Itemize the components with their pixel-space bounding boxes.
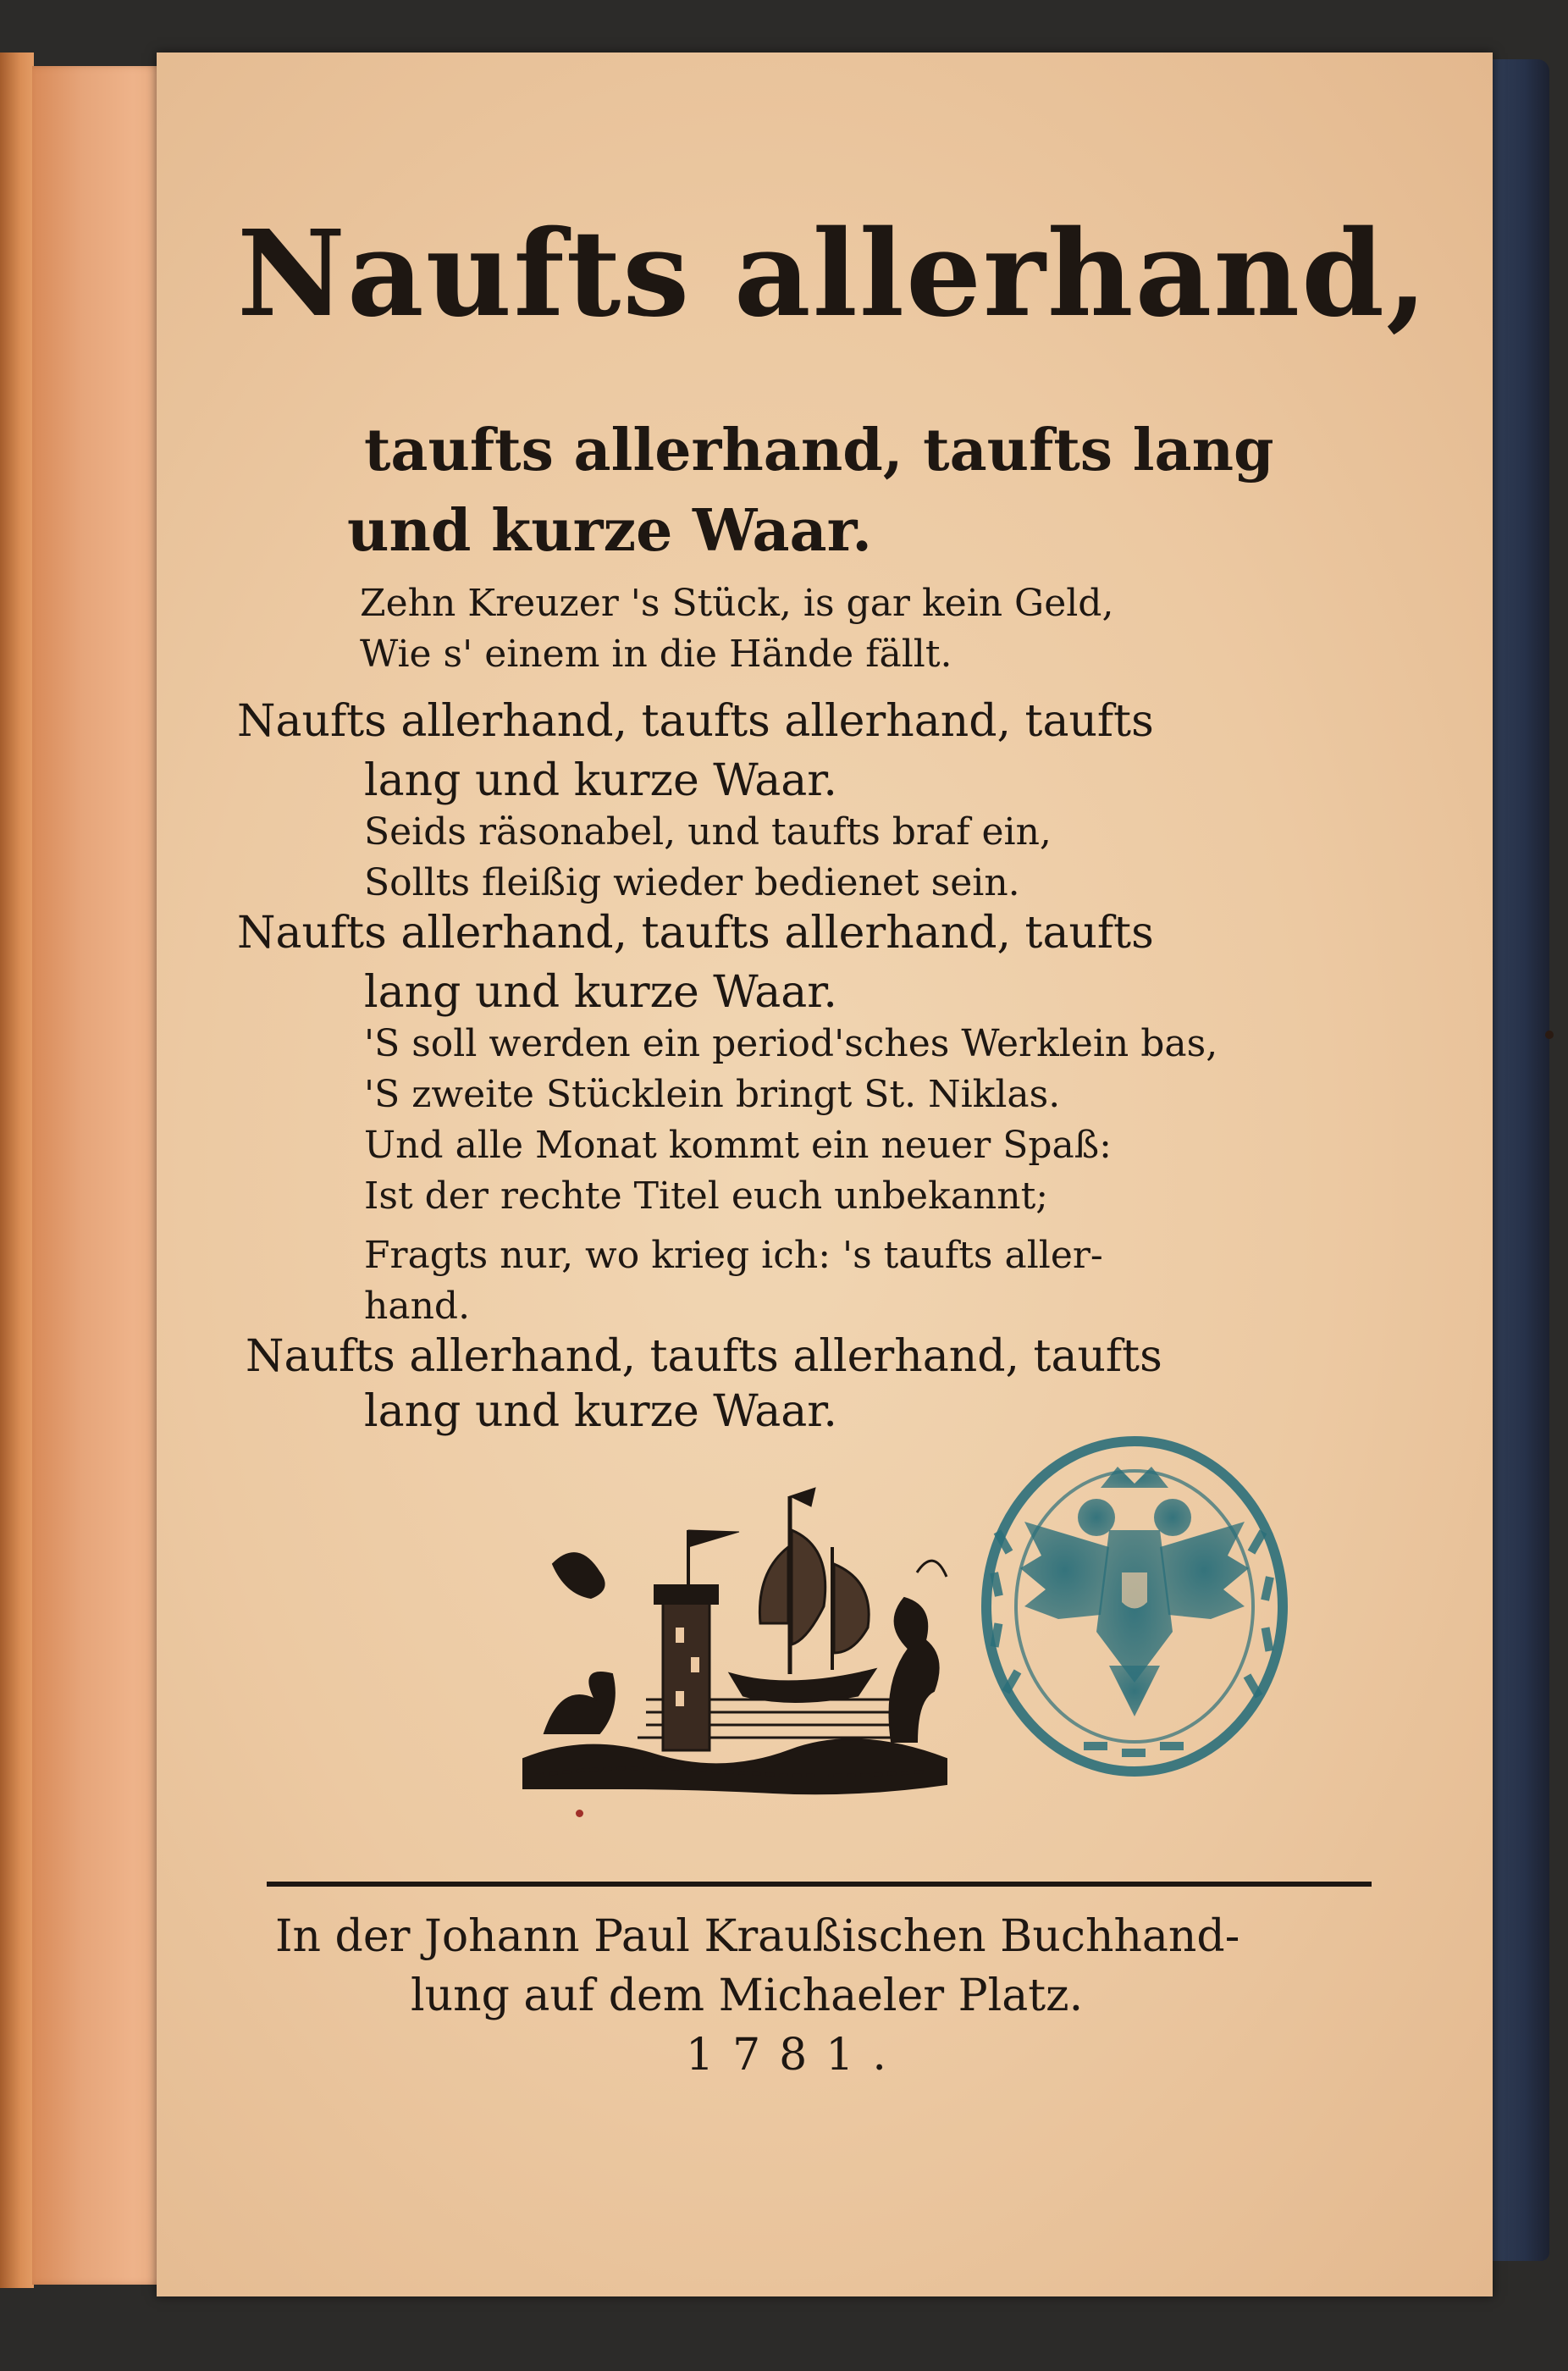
verse-line: hand. [364,1285,471,1328]
ink-speck [576,1810,583,1817]
title-page [157,53,1493,2296]
verse-line: 'S soll werden ein period'sches Werklein bas, [364,1022,1218,1065]
verse-line: lang und kurze Waar. [364,1386,837,1437]
verse-line: Ist der rechte Titel euch unbekannt; [364,1174,1049,1218]
verse-line: Seids räsonabel, und taufts braf ein, [364,810,1052,854]
verse-line: Sollts fleißig wieder bedienet sein. [364,861,1020,904]
divider-rule [267,1882,1372,1887]
verse-line: Naufts allerhand, taufts allerhand, taufts [237,908,1154,959]
verse-line: taufts allerhand, taufts lang [364,417,1274,484]
double-headed-eagle-icon [974,1429,1295,1784]
verse-line: und kurze Waar. [347,497,872,565]
verse-line: 'S zweite Stücklein bringt St. Niklas. [364,1073,1061,1116]
verse-line: Wie s' einem in die Hände fällt. [360,633,952,676]
verse-line: Fragts nur, wo krieg ich: 's taufts aller- [364,1234,1103,1277]
ink-speck [1545,1031,1554,1039]
verse-line: Zehn Kreuzer 's Stück, is gar kein Geld, [360,582,1114,625]
binding-edge [0,53,34,2288]
verse-line: lang und kurze Waar. [364,967,837,1018]
ship-vignette-icon [519,1479,951,1818]
verse-line: Naufts allerhand, taufts allerhand, taufts [237,696,1154,747]
endpaper [32,66,176,2285]
verse-line: lang und kurze Waar. [364,755,837,806]
imprint-line: lung auf dem Michaeler Platz. [411,1970,1084,2021]
verse-line: Und alle Monat kommt ein neuer Spaß: [364,1124,1112,1167]
verse-line: Naufts allerhand, taufts allerhand, taufts [246,1331,1162,1382]
imprint-line: In der Johann Paul Kraußischen Buchhand- [275,1911,1240,1962]
main-title: Naufts allerhand, [237,205,1429,344]
publication-year: 1781. [686,2030,905,2081]
